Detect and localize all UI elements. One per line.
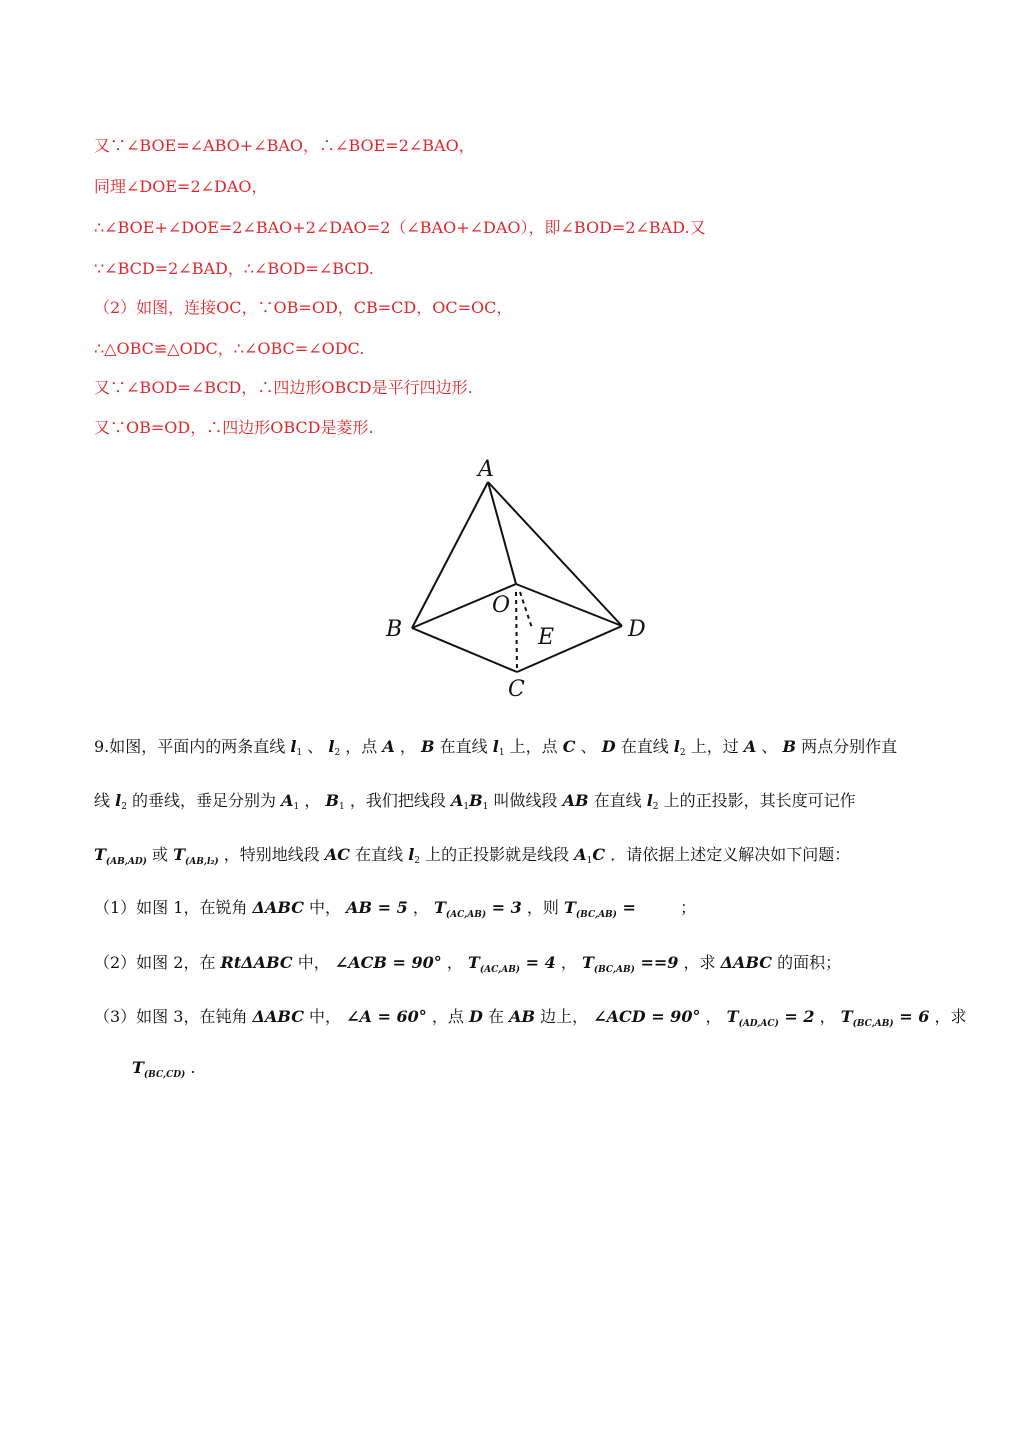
solution-line-8: 又∵OB=OD，∴四边形OBCD是菱形.: [94, 418, 374, 437]
solution-line-5: （2）如图，连接OC，∵OB=OD，CB=CD，OC=OC，: [94, 298, 513, 317]
question-part-3-continued: $T_{(BC,CD)}$ .: [132, 1058, 196, 1080]
solution-line-1: 又∵∠BOE=∠ABO+∠BAO，∴∠BOE=2∠BAO，: [94, 136, 475, 155]
solution-line-2: 同理∠DOE=2∠DAO，: [94, 177, 268, 196]
label-b: B: [386, 617, 403, 642]
label-e: E: [538, 625, 555, 650]
question-part-3: （3）如图 3，在钝角 ΔABC 中， ∠A = 60° ，点 D 在 AB 边上， ∠ACD = 90° ， $T_{(AD,AC)} = 2$ ， $T_{(BC,AB)} = 6$ ，求: [94, 1007, 967, 1029]
solution-line-4: ∵∠BCD=2∠BAD，∴∠BOD=∠BCD.: [94, 259, 374, 278]
geometry-figure: [360, 452, 660, 704]
segment-oc: [516, 592, 517, 670]
label-o: O: [492, 593, 511, 618]
segment-oe: [520, 592, 532, 628]
label-a: A: [478, 457, 494, 482]
question-line-2: 线 $l_2$ 的垂线，垂足分别为 $A_1$ ， $B_1$ ，我们把线段 $A_1B_1$ 叫做线段 AB 在直线 $l_2$ 上的正投影，其长度可记作: [94, 791, 856, 812]
question-part-1: （1）如图 1，在锐角 ΔABC 中， AB = 5 ， $T_{(AC,AB)} = 3$ ，则 $T_{(BC,AB)}$ = ；: [94, 898, 697, 920]
label-d: D: [628, 617, 646, 642]
solution-line-6: ∴△OBC≌△ODC，∴∠OBC=∠ODC.: [94, 339, 365, 358]
question-line-3: $T_{(AB,AD)}$ 或 $T_{(AB,l_2)}$ ，特别地线段 AC 在直线 $l_2$ 上的正投影就是线段 $A_1C$ ．请依据上述定义解决如下问题：: [94, 845, 851, 867]
question-part-2: （2）如图 2，在 RtΔABC 中， ∠ACB = 90° ， $T_{(AC,AB)} = 4$ ， $T_{(BC,AB)} ==9$ ，求 ΔABC 的面积；: [94, 953, 842, 975]
solution-line-3: ∴∠BOE+∠DOE=2∠BAO+2∠DAO=2（∠BAO+∠DAO），即∠BOD=2∠BAD.又: [94, 218, 706, 237]
segment-ab: [412, 482, 488, 628]
segment-cd: [517, 626, 622, 672]
segment-bc: [412, 628, 517, 672]
segment-od: [516, 584, 622, 626]
solution-line-7: 又∵∠BOD=∠BCD，∴四边形OBCD是平行四边形.: [94, 378, 473, 397]
question-line-1: 9.如图，平面内的两条直线 $l_1$ 、 $l_2$ ，点 A ， B 在直线 $l_1$ 上，点 C 、 D 在直线 $l_2$ 上，过 A 、 B 两点分别作直: [94, 737, 898, 758]
label-c: C: [508, 677, 525, 702]
